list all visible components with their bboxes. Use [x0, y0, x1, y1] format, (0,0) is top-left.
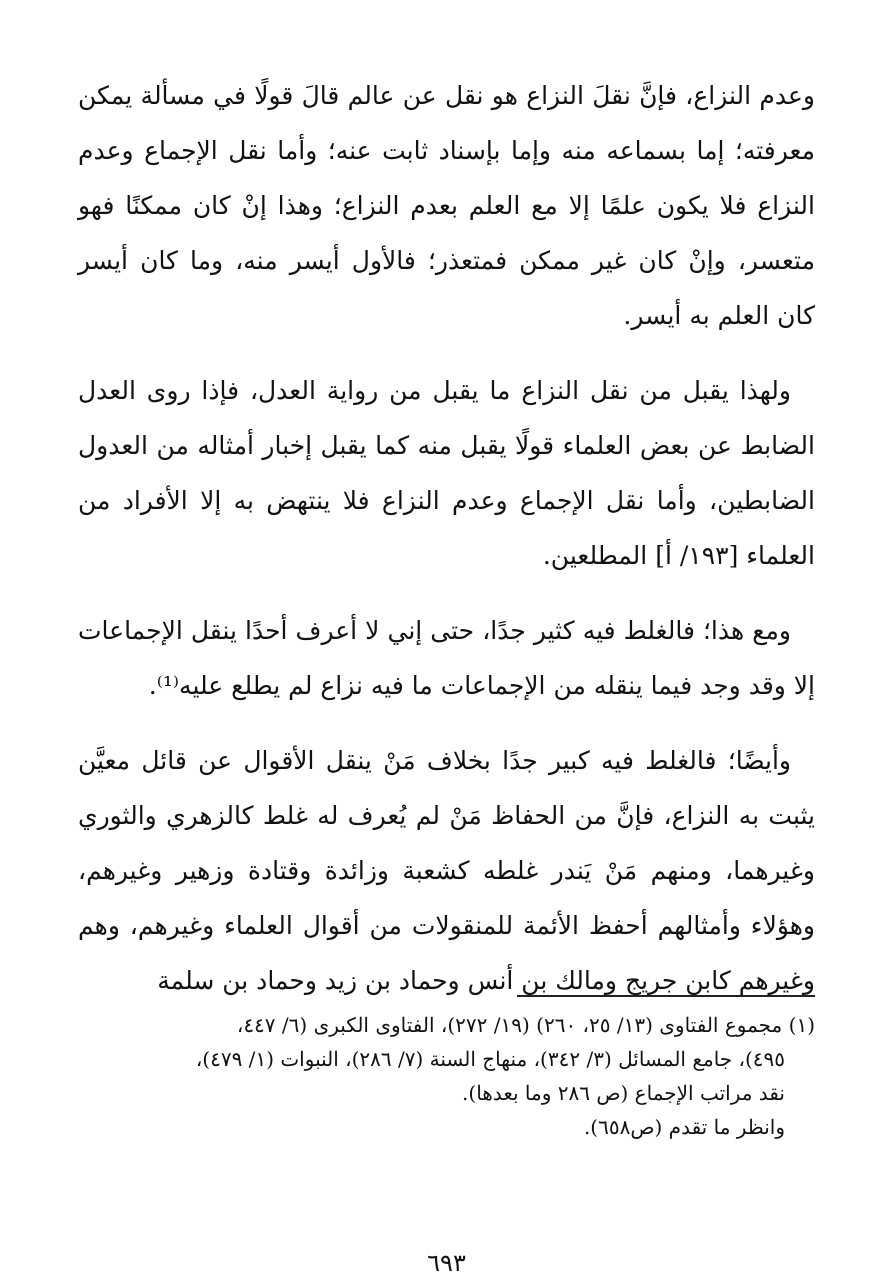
paragraph-3: ومع هذا؛ فالغلط فيه كثير جدًا، حتى إني لا أعرف أحدًا ينقل الإجماعات إلا وقد وجد فيما ينقله من الإجماعات ما فيه نزاع لم يطلع عليه⁽¹⁾. — [78, 616, 815, 700]
footnote-separator — [517, 995, 815, 997]
paragraph-1: وعدم النزاع، فإنَّ نقلَ النزاع هو نقل عن عالم قالَ قولًا في مسألة يمكن معرفته؛ إما بسماعه منه وإما بإسناد ثابت عنه؛ وأما نقل الإجماع وعدم النزاع فلا يكون علمًا إلا مع العلم بعدم النزاع؛ وهذا إنْ كان ممكنًا فهو متعسر، وإنْ كان غير ممكن فمتعذر؛ فالأول أيسر منه، وما كان أيسر كان العلم به أيسر. — [78, 81, 815, 330]
footnotes — [78, 1008, 815, 1144]
footnote-line: وانظر ما تقدم (ص٦٥٨). — [583, 1115, 785, 1139]
footnote-line: نقد مراتب الإجماع (ص ٢٨٦ وما بعدها). — [462, 1081, 785, 1105]
footnote-line: (١) مجموع الفتاوى (١٣/ ٢٥، ٢٦٠) (١٩/ ٢٧٢)، الفتاوى الكبرى (٦/ ٤٤٧، — [236, 1013, 815, 1037]
footnote-line: ٤٩٥)، جامع المسائل (٣/ ٣٤٢)، منهاج السنة (٧/ ٢٨٦)، النبوات (١/ ٤٧٩)، — [195, 1047, 785, 1071]
paragraph-4: وأيضًا؛ فالغلط فيه كبير جدًا بخلاف مَنْ ينقل الأقوال عن قائل معيَّن يثبت به النزاع، فإنَّ من الحفاظ مَنْ لم يُعرف له غلط كالزهري والثوري وغيرهما، ومنهم مَنْ يَندر غلطه كشعبة وزائدة وقتادة وزهير وغيرهم، وهؤلاء وأمثالهم أحفظ الأئمة للمنقولات من أقوال العلماء وغيرهم، وهم وغيرهم كابن جريج ومالك بن أنس وحماد بن زيد وحماد بن سلمة — [78, 746, 815, 995]
book-page — [78, 68, 815, 1286]
paragraph-2: ولهذا يقبل من نقل النزاع ما يقبل من رواية العدل، فإذا روى العدل الضابط عن بعض العلماء قولًا يقبل منه كما يقبل إخبار أمثاله من العدول الضابطين، وأما نقل الإجماع وعدم النزاع فلا ينتهض به إلا الأفراد من العلماء [١٩٣/ أ] المطلعين. — [78, 376, 815, 570]
page-number: ٦٩٣ — [427, 1249, 466, 1277]
